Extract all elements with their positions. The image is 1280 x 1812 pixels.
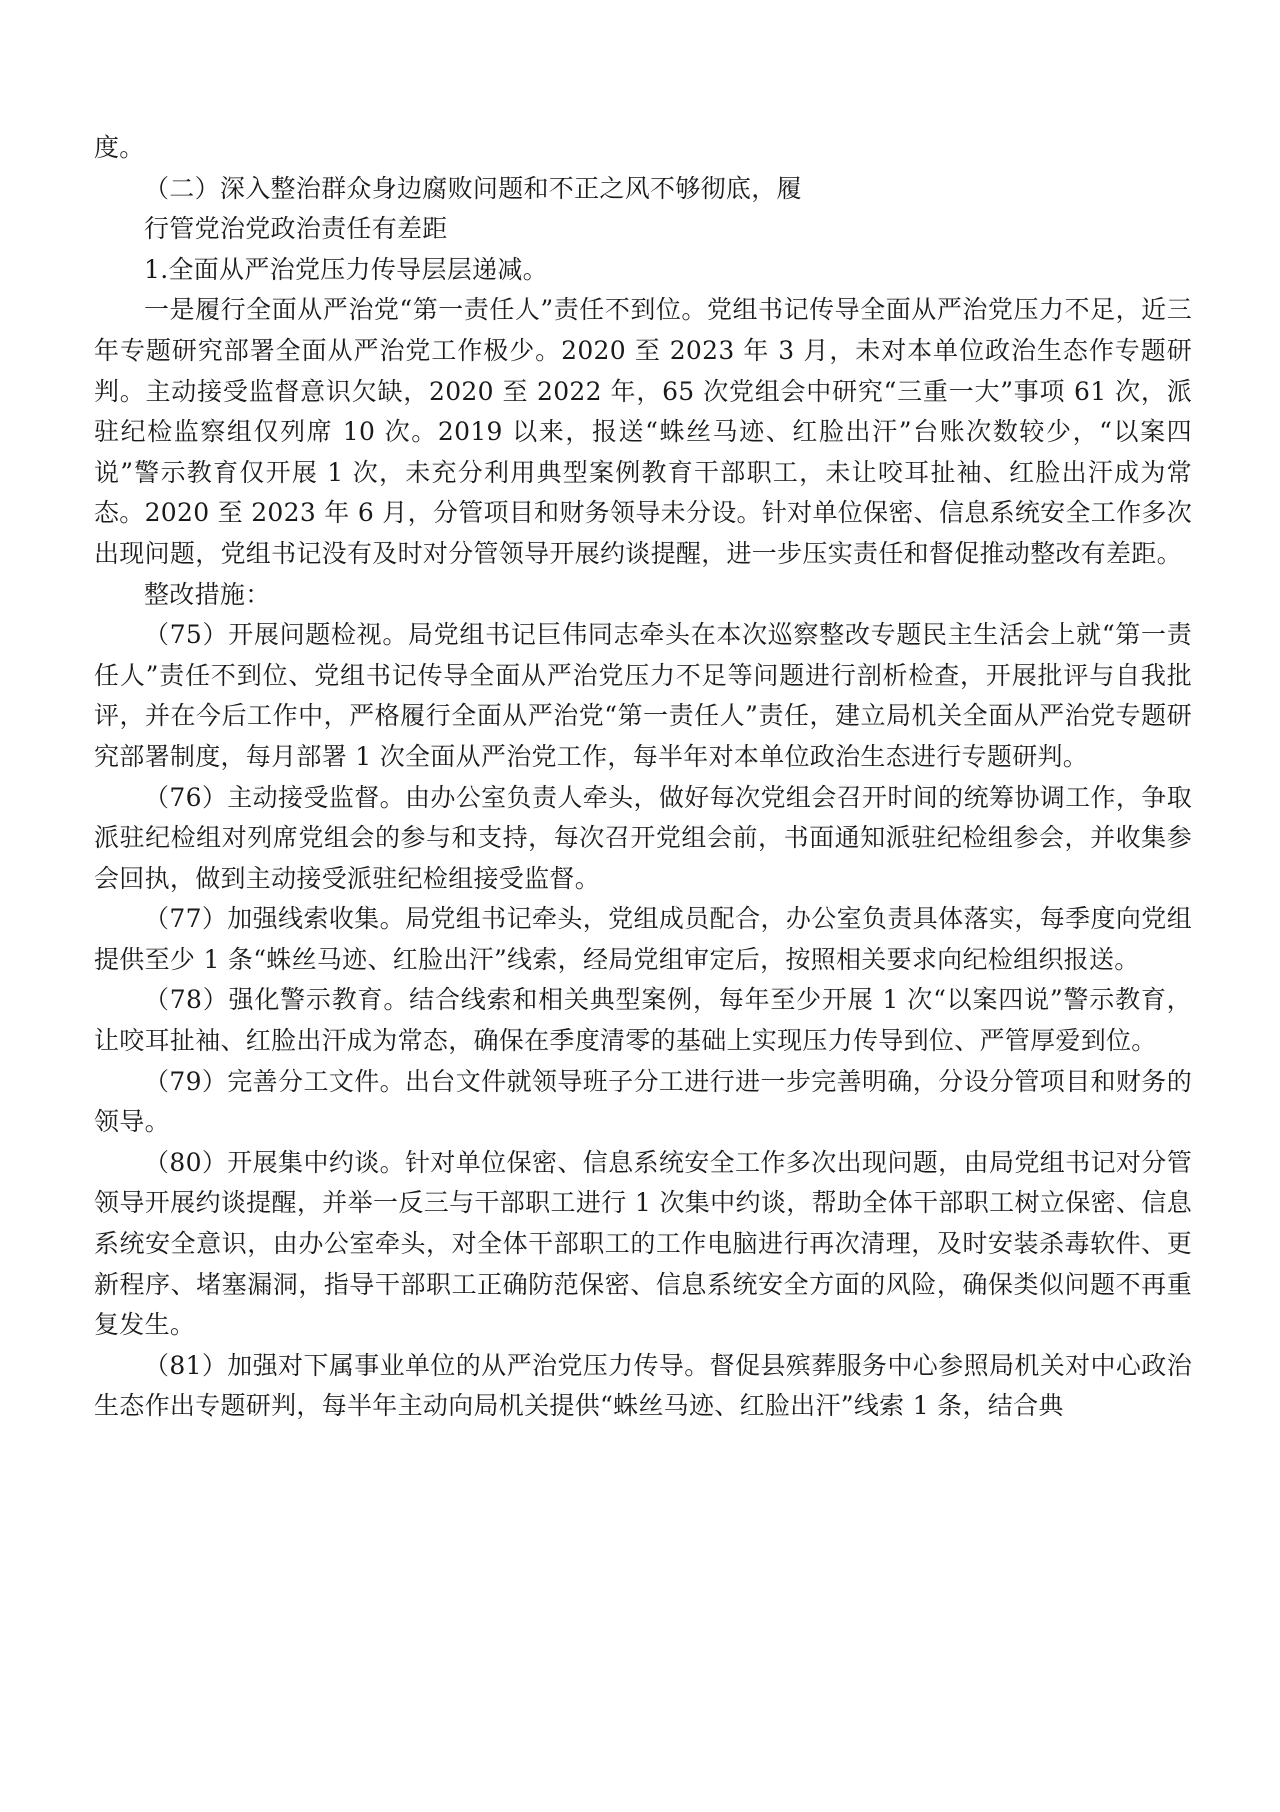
section-heading-line-2: 行管党治党政治责任有差距 bbox=[144, 214, 448, 244]
subheading: 1.全面从严治党压力传导层层递减。 bbox=[144, 254, 548, 284]
paragraph-continuation: 度。 bbox=[94, 133, 145, 162]
measure-79: （79）完善分工文件。出台文件就领导班子分工进行进一步完善明确，分设分管项目和财务的领导。 bbox=[94, 1066, 1192, 1137]
measure-76: （76）主动接受监督。由办公室负责人牵头，做好每次党组会召开时间的统筹协调工作，争取派驻纪检组对列席党组会的参与和支持，每次召开党组会前，书面通知派驻纪检组参会，并收集参会回执，做到主动接受派驻纪检组接受监督。 bbox=[94, 782, 1192, 893]
measure-78: （78）强化警示教育。结合线索和相关典型案例，每年至少开展 1 次“以案四说”警示教育，让咬耳扯袖、红脸出汗成为常态，确保在季度清零的基础上实现压力传导到位、严管厚爱到位。 bbox=[94, 985, 1192, 1056]
measure-81: （81）加强对下属事业单位的从严治党压力传导。督促县殡葬服务中心参照局机关对中心政治生态作出专题研判，每半年主动向局机关提供“蛛丝马迹、红脸出汗”线索 1 条，结合典 bbox=[94, 1350, 1192, 1421]
measure-77: （77）加强线索收集。局党组书记牵头，党组成员配合，办公室负责具体落实，每季度向党组提供至少 1 条“蛛丝马迹、红脸出汗”线索，经局党组审定后，按照相关要求向纪检组织报送。 bbox=[94, 904, 1192, 974]
problem-paragraph: 一是履行全面从严治党“第一责任人”责任不到位。党组书记传导全面从严治党压力不足，近三年专题研究部署全面从严治党工作极少。2020 至 2023 年 3 月，未对本单位政治生态作专题研判。主动接受监督意识欠缺，2020 至 2022 年，65 次党组会中研究“三重一大”事项 61 次，派驻纪检监察组仅列席 10 次。2019 以来，报送“蛛丝马迹、红脸出汗”台账次数较少，“以案四说”警示教育仅开展 1 次，未充分利用典型案例教育干部职工，未让咬耳扯袖、红脸出汗成为常态。2020 至 2023 年 6 月，分管项目和财务领导未分设。针对单位保密、信息系统安全工作多次出现问题，党组书记没有及时对分管领导开展约谈提醒，进一步压实责任和督促推动整改有差距。 bbox=[94, 295, 1192, 568]
document-body bbox=[94, 128, 1192, 1427]
section-heading-line-1: （二）深入整治群众身边腐败问题和不正之风不够彻底，履 bbox=[144, 173, 802, 203]
measure-75: （75）开展问题检视。局党组书记巨伟同志牵头在本次巡察整改专题民主生活会上就“第一责任人”责任不到位、党组书记传导全面从严治党压力不足等问题进行剖析检查，开展批评与自我批评，并在今后工作中，严格履行全面从严治党“第一责任人”责任，建立局机关全面从严治党专题研究部署制度，每月部署 1 次全面从严治党工作，每半年对本单位政治生态进行专题研判。 bbox=[94, 620, 1192, 771]
measure-80: （80）开展集中约谈。针对单位保密、信息系统安全工作多次出现问题，由局党组书记对分管领导开展约谈提醒，并举一反三与干部职工进行 1 次集中约谈，帮助全体干部职工树立保密、信息系统安全意识，由办公室牵头，对全体干部职工的工作电脑进行再次清理，及时安装杀毒软件、更新程序、堵塞漏洞，指导干部职工正确防范保密、信息系统安全方面的风险，确保类似问题不再重复发生。 bbox=[94, 1147, 1192, 1340]
measures-label: 整改措施： bbox=[144, 579, 271, 609]
